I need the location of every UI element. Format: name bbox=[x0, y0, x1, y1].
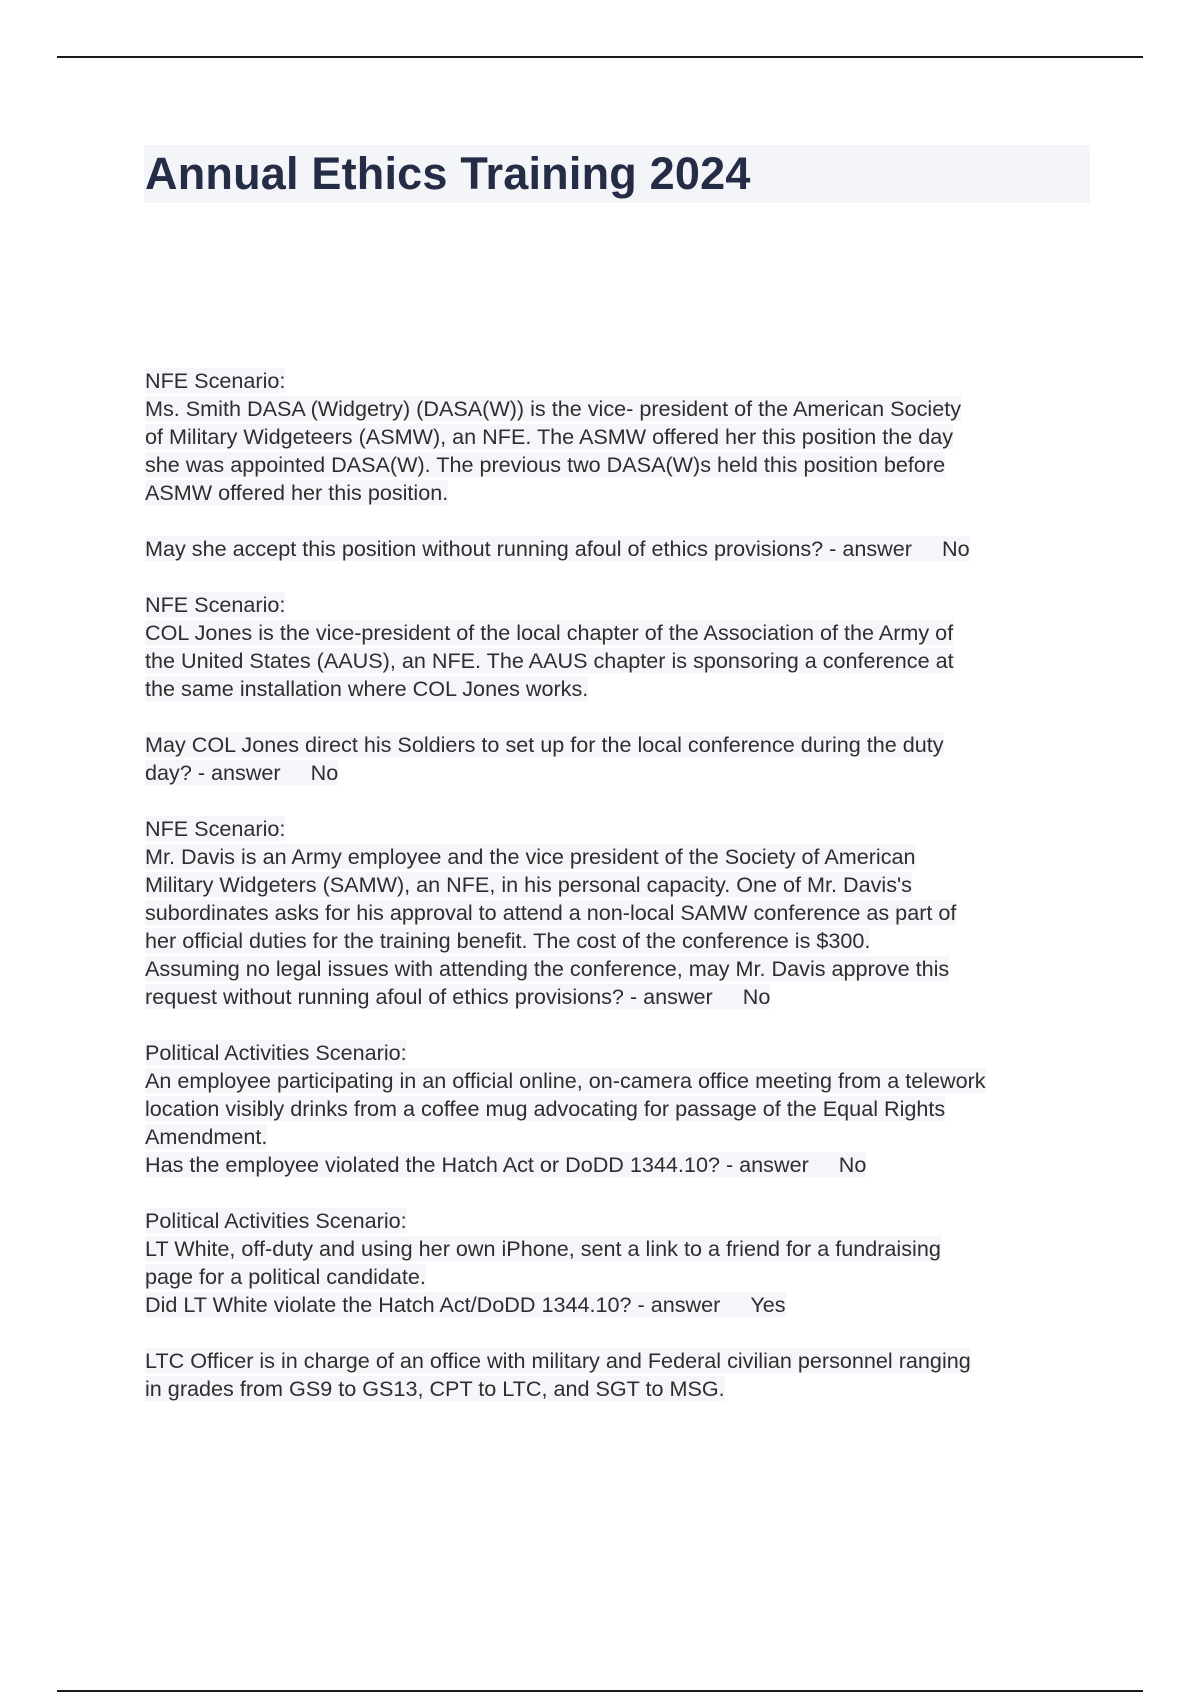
scenario-block bbox=[145, 367, 1090, 507]
scenario-text-line: An employee participating in an official online, on-camera office meeting from a telework bbox=[145, 1068, 986, 1093]
answer-value: No bbox=[941, 536, 970, 561]
scenario-block bbox=[145, 591, 1090, 703]
scenario-text-line: location visibly drinks from a coffee mug advocating for passage of the Equal Rights bbox=[145, 1096, 946, 1121]
scenario-text-line: COL Jones is the vice-president of the local chapter of the Association of the Army of bbox=[145, 620, 954, 645]
question-line: request without running afoul of ethics provisions? - answer No bbox=[145, 984, 771, 1009]
scenario-text-line: she was appointed DASA(W). The previous two DASA(W)s held this position before bbox=[145, 452, 946, 477]
scenario-text-line: her official duties for the training benefit. The cost of the conference is $300. bbox=[145, 928, 871, 953]
scenario-text-line: the United States (AAUS), an NFE. The AAUS chapter is sponsoring a conference at bbox=[145, 648, 954, 673]
scenario-block bbox=[145, 815, 1090, 1011]
scenario-block bbox=[145, 1207, 1090, 1319]
scenario-text-line: ASMW offered her this position. bbox=[145, 480, 449, 505]
answer-value: No bbox=[838, 1152, 867, 1177]
scenario-heading: NFE Scenario: bbox=[145, 816, 286, 841]
answer-value: Yes bbox=[750, 1292, 786, 1317]
question-block bbox=[145, 731, 1090, 787]
scenario-text-line: page for a political candidate. bbox=[145, 1264, 426, 1289]
question-line: Did LT White violate the Hatch Act/DoDD 1344.10? - answer Yes bbox=[145, 1292, 786, 1317]
answer-value: No bbox=[310, 760, 339, 785]
scenario-text-line: LT White, off-duty and using her own iPhone, sent a link to a friend for a fundraising bbox=[145, 1236, 941, 1261]
top-rule bbox=[57, 56, 1143, 58]
scenario-text-line: the same installation where COL Jones works. bbox=[145, 676, 589, 701]
scenario-text-line: Mr. Davis is an Army employee and the vice president of the Society of American bbox=[145, 844, 916, 869]
question-line: day? - answer No bbox=[145, 760, 339, 785]
scenario-text-line: Assuming no legal issues with attending the conference, may Mr. Davis approve this bbox=[145, 956, 950, 981]
scenario-text-line: Amendment. bbox=[145, 1124, 268, 1149]
answer-value: No bbox=[742, 984, 771, 1009]
scenario-text-line: Ms. Smith DASA (Widgetry) (DASA(W)) is the vice- president of the American Society bbox=[145, 396, 961, 421]
question-line: May she accept this position without running afoul of ethics provisions? - answer No bbox=[145, 536, 970, 561]
page-title: Annual Ethics Training 2024 bbox=[145, 148, 751, 199]
scenario-heading: NFE Scenario: bbox=[145, 592, 286, 617]
question-line: May COL Jones direct his Soldiers to set up for the local conference during the duty bbox=[145, 732, 944, 757]
scenario-text-line: of Military Widgeteers (ASMW), an NFE. The ASMW offered her this position the day bbox=[145, 424, 954, 449]
question-line: Has the employee violated the Hatch Act or DoDD 1344.10? - answer No bbox=[145, 1152, 867, 1177]
document-body bbox=[145, 367, 1090, 1431]
scenario-text-line: subordinates asks for his approval to attend a non-local SAMW conference as part of bbox=[145, 900, 957, 925]
scenario-text-line: LTC Officer is in charge of an office with military and Federal civilian personnel ranging bbox=[145, 1348, 971, 1373]
scenario-block bbox=[145, 1347, 1090, 1403]
scenario-heading: Political Activities Scenario: bbox=[145, 1040, 407, 1065]
scenario-block bbox=[145, 1039, 1090, 1179]
question-block bbox=[145, 535, 1090, 563]
scenario-heading: Political Activities Scenario: bbox=[145, 1208, 407, 1233]
bottom-rule bbox=[57, 1690, 1143, 1692]
scenario-text-line: Military Widgeters (SAMW), an NFE, in his personal capacity. One of Mr. Davis's bbox=[145, 872, 912, 897]
scenario-heading: NFE Scenario: bbox=[145, 368, 286, 393]
scenario-text-line: in grades from GS9 to GS13, CPT to LTC, and SGT to MSG. bbox=[145, 1376, 725, 1401]
